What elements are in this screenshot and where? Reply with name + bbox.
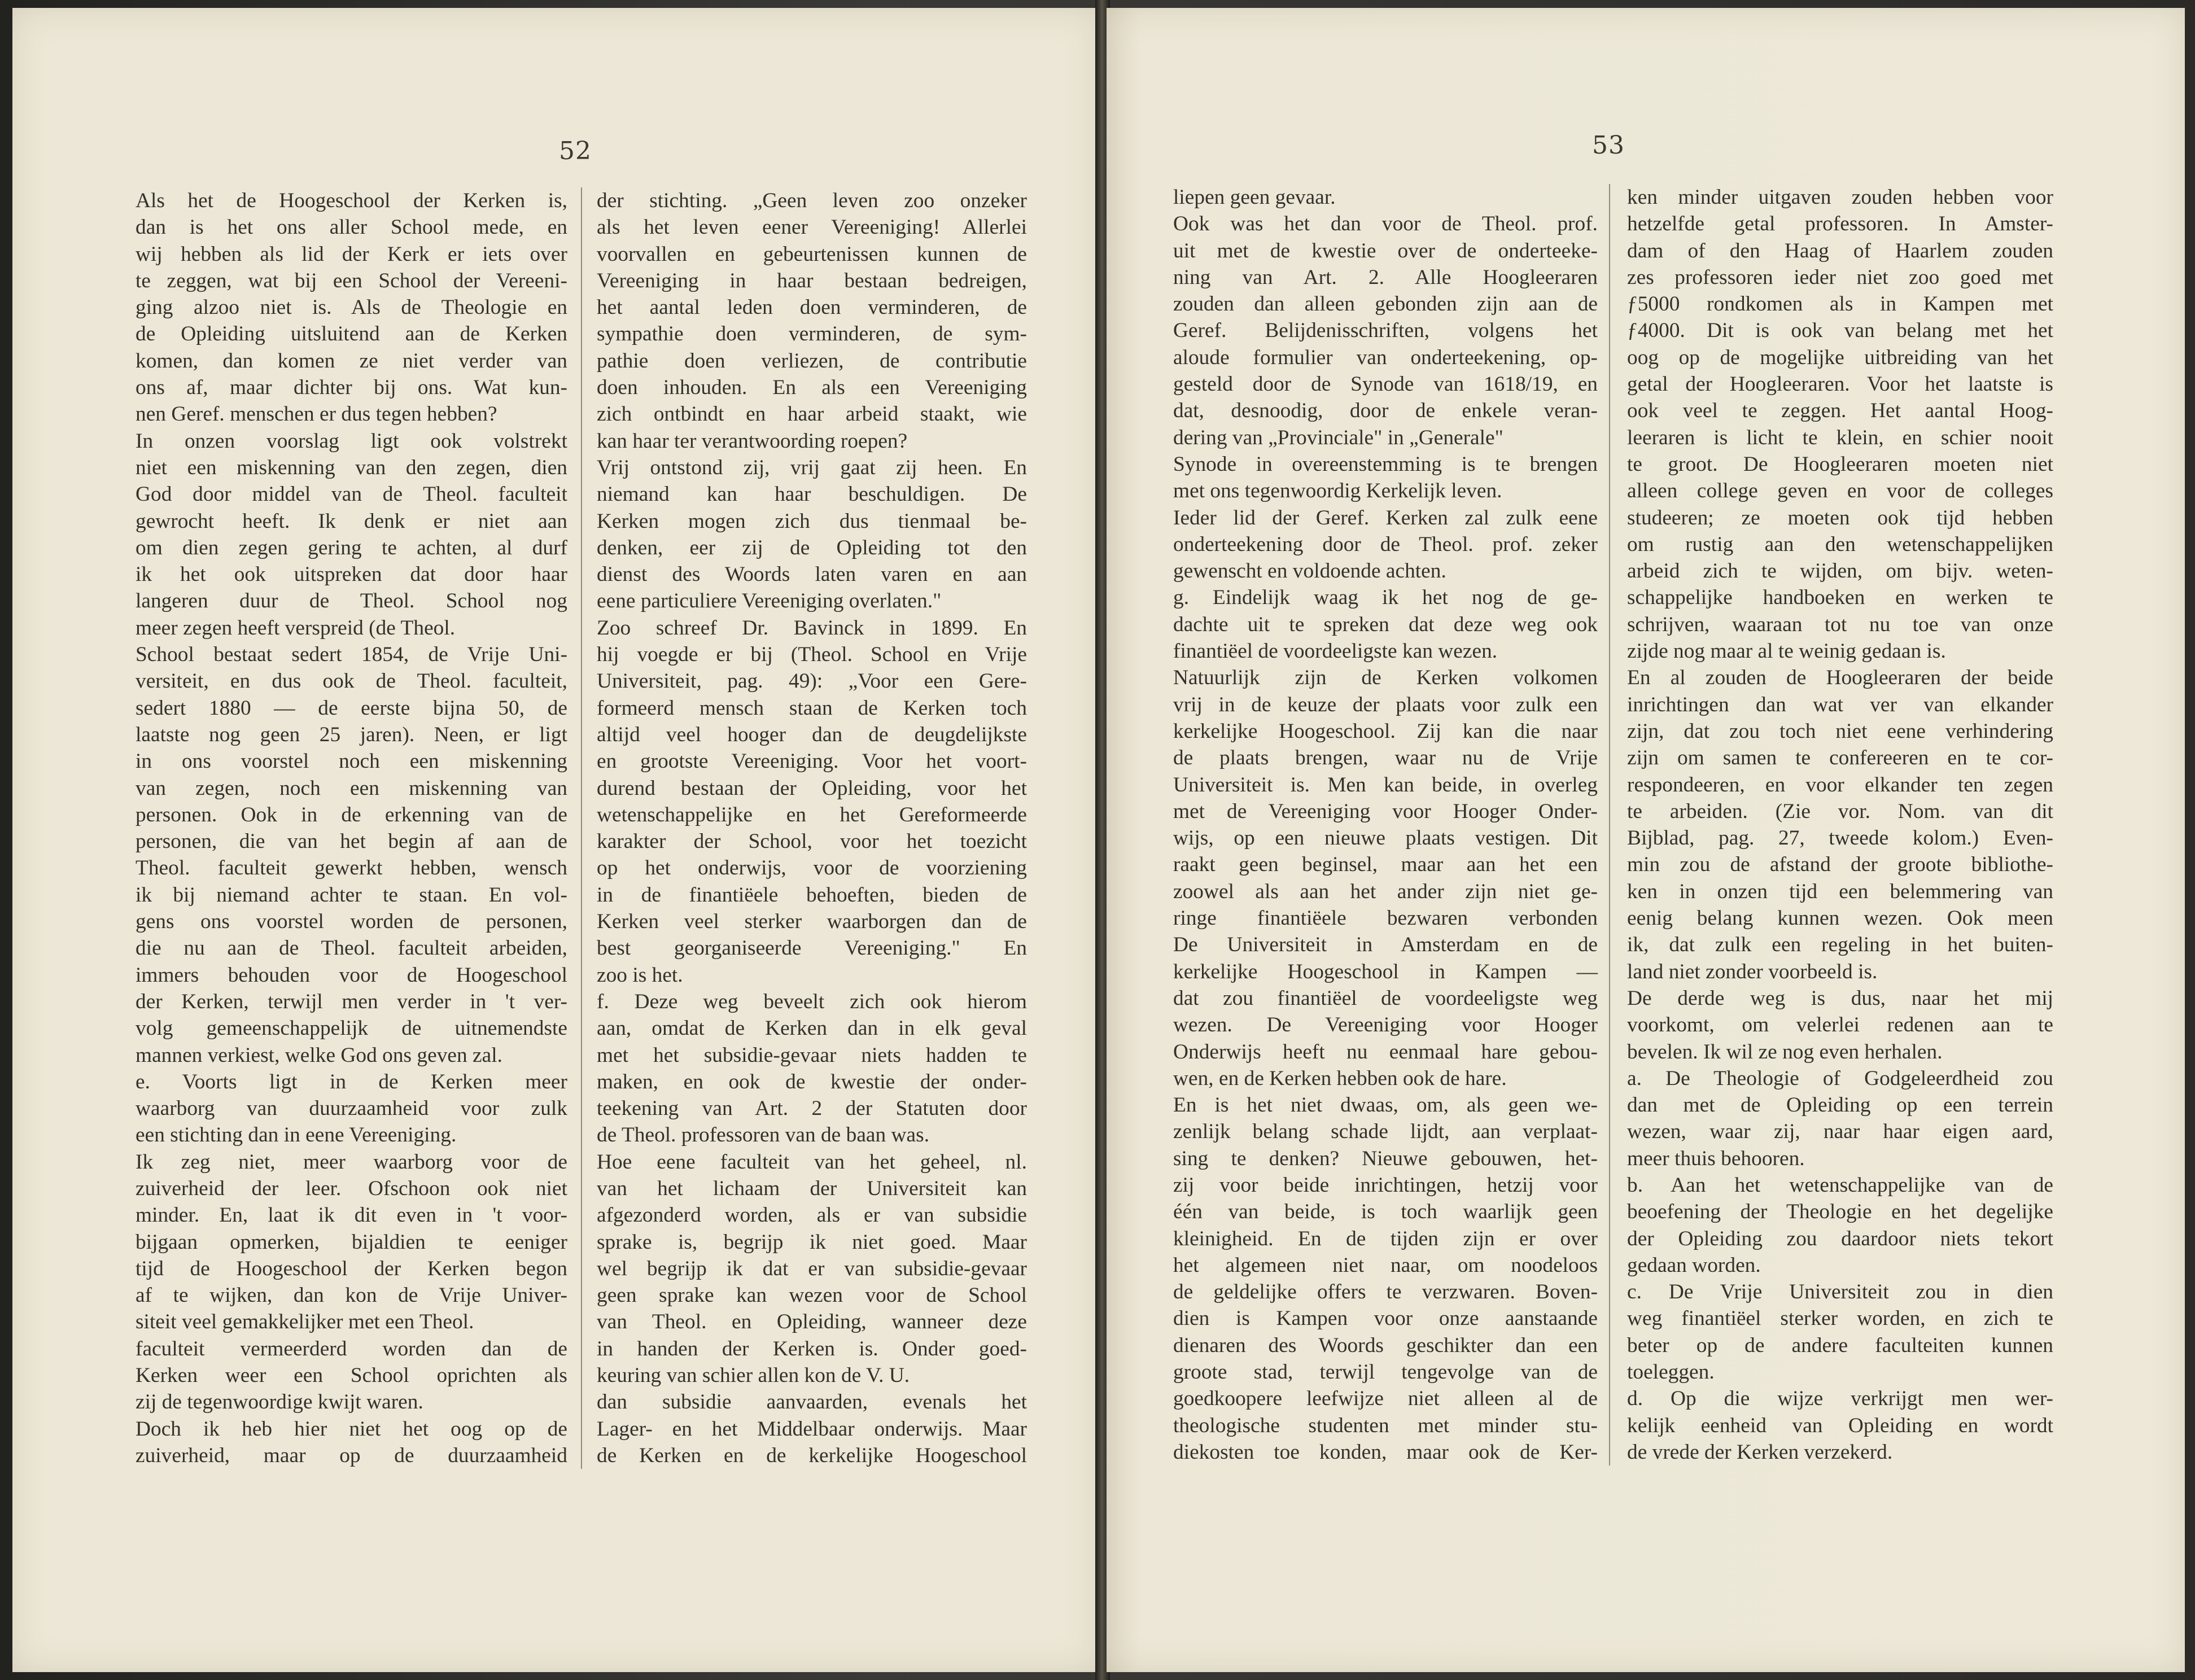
text-line: finantiëel de voordeeligste kan wezen. [1173, 640, 1498, 663]
text-line: e. Voorts ligt in de Kerken meer [135, 1070, 567, 1093]
text-line: Kerken weer een School oprichten als [135, 1364, 567, 1388]
column-rule-left [581, 187, 582, 1469]
text-line: de geldelijke offers te verzwaren. Boven- [1173, 1280, 1598, 1304]
text-line: nen Geref. menschen er dus tegen hebben? [135, 403, 497, 426]
text-line: schrijven, waaraan tot nu toe van onze [1627, 613, 2053, 636]
text-line: land niet zonder voorbeeld is. [1627, 960, 1878, 983]
text-line: ƒ5000 rondkomen als in Kampen met [1627, 292, 2053, 316]
right-page [1107, 8, 2185, 1672]
text-line: dienst des Woords laten varen en aan [597, 563, 1027, 587]
text-line: gewenscht en voldoende achten. [1173, 559, 1446, 583]
text-line: best georganiseerde Vereeniging." En [597, 937, 1027, 960]
text-line: zijde nog maar al te weinig gedaan is. [1627, 640, 1946, 663]
text-line: respondeeren, en voor elkander ten zegen [1627, 773, 2053, 797]
text-line: pathie doen verliezen, de contributie [597, 349, 1027, 373]
text-line: de plaats brengen, waar nu de Vrije [1173, 746, 1598, 770]
text-line: kan haar ter verantwoording roepen? [597, 429, 908, 453]
text-line: dat zou finantiëel de voordeeligste weg [1173, 986, 1598, 1010]
text-line: laatste nog geen 25 jaren). Neen, er ligt [135, 723, 567, 746]
column-rule-right [1609, 184, 1610, 1465]
text-line: sympathie doen verminderen, de sym- [597, 322, 1027, 346]
text-line: studeeren; ze moeten ook tijd hebben [1627, 506, 2053, 530]
text-line: bevelen. Ik wil ze nog even herhalen. [1627, 1040, 1943, 1064]
text-line: niet een miskenning van den zegen, dien [135, 456, 567, 479]
page-number-right: 53 [1592, 131, 1625, 160]
right-page-column-1 [1173, 184, 1598, 1465]
text-line: kleinigheid. En de tijden zijn er over [1173, 1227, 1598, 1250]
text-line: getal der Hoogleeraren. Voor het laatste is [1627, 373, 2053, 396]
text-line: Zoo schreef Dr. Bavinck in 1899. En [597, 616, 1027, 640]
text-line: tijd de Hoogeschool der Kerken begon [135, 1257, 567, 1280]
text-line: van Theol. en Opleiding, wanneer deze [597, 1310, 1027, 1334]
text-line: van zegen, noch een miskenning van [135, 776, 567, 800]
text-line: der Kerken, terwijl men verder in 't ver- [135, 990, 567, 1013]
text-line: die nu aan de Theol. faculteit arbeiden, [135, 937, 567, 960]
text-line: van het lichaam der Universiteit kan [597, 1176, 1027, 1200]
text-line: de Kerken en de kerkelijke Hoogeschool [597, 1443, 1027, 1467]
text-line: het algemeen niet naar, om noodeloos [1173, 1253, 1598, 1277]
text-line: Vrij ontstond zij, vrij gaat zij heen. En [597, 456, 1027, 479]
text-line: In onzen voorslag ligt ook volstrekt [135, 429, 567, 453]
text-line: wijs, op een nieuwe plaats vestigen. Dit [1173, 826, 1598, 850]
text-line: hij voegde er bij (Theol. School en Vrije [597, 643, 1027, 667]
text-line: wij hebben als lid der Kerk er iets over [135, 242, 567, 266]
text-line: uit met de kwestie over de onderteeke- [1173, 239, 1598, 262]
text-line: aan, omdat de Kerken dan in elk geval [597, 1017, 1027, 1040]
text-line: zich ontbindt en haar arbeid staakt, wie [597, 403, 1027, 426]
text-line: God door middel van de Theol. faculteit [135, 483, 567, 506]
text-line: voorvallen en gebeurtenissen kunnen de [597, 242, 1027, 266]
text-line: zij de tegenwoordige kwijt waren. [135, 1390, 423, 1414]
text-line: min zou de afstand der groote bibliothe- [1627, 853, 2053, 877]
text-line: faculteit vermeerderd worden dan de [135, 1337, 567, 1360]
text-line: durend bestaan der Opleiding, voor het [597, 776, 1027, 800]
text-line: dan met de Opleiding op een terrein [1627, 1093, 2053, 1117]
left-page [12, 8, 1100, 1672]
text-line: Als het de Hoogeschool der Kerken is, [135, 189, 567, 212]
text-line: minder. En, laat ik dit even in 't voor- [135, 1204, 567, 1227]
text-line: om dien zegen gering te achten, al durf [135, 536, 567, 559]
text-line: oog op de mogelijke uitbreiding van het [1627, 345, 2053, 369]
text-line: te arbeiden. (Zie vor. Nom. van dit [1627, 799, 2053, 823]
text-line: Kerken veel sterker waarborgen dan de [597, 910, 1027, 934]
text-line: en grootste Vereeniging. Voor het voort- [597, 750, 1027, 773]
text-line: doen inhouden. En als een Vereeniging [597, 376, 1027, 400]
text-line: keuring van schier allen kon de V. U. [597, 1364, 910, 1388]
text-line: der Opleiding zou daardoor niets tekort [1627, 1227, 2053, 1250]
text-line: En al zouden de Hoogleeraren der beide [1627, 666, 2053, 690]
text-line: altijd veel hooger dan de deugdelijkste [597, 723, 1027, 746]
text-line: Vereeniging in haar bestaan bedreigen, [597, 269, 1027, 292]
text-line: een stichting dan in eene Vereeniging. [135, 1123, 457, 1147]
text-line: ken in onzen tijd een belemmering van [1627, 880, 2053, 903]
text-line: De Universiteit in Amsterdam en de [1173, 933, 1598, 957]
text-line: dienaren des Woords geschikter dan een [1173, 1333, 1598, 1357]
text-line: Theol. faculteit gewerkt hebben, wensch [135, 856, 567, 880]
text-line: kelijk eenheid van Opleiding en wordt [1627, 1414, 2053, 1437]
text-line: formeerd mensch staan de Kerken toch [597, 696, 1027, 720]
text-line: meer zegen heeft verspreid (de Theol. [135, 616, 456, 640]
text-line: Synode in overeenstemming is te brengen [1173, 452, 1598, 476]
text-line: zij voor beide inrichtingen, hetzij voor [1173, 1173, 1598, 1197]
text-line: b. Aan het wetenschappelijke van de [1627, 1173, 2053, 1197]
text-line: te groot. De Hoogleeraren moeten niet [1627, 452, 2053, 476]
text-line: geen sprake kan wezen voor de School [597, 1284, 1027, 1307]
text-line: mannen verkiest, welke God ons geven zal. [135, 1043, 502, 1067]
text-line: te zeggen, wat bij een School der Vereeni- [135, 269, 567, 292]
text-line: onderteekening door de Theol. prof. zeker [1173, 532, 1598, 556]
text-line: diekosten toe konden, maar ook de Ker- [1173, 1440, 1598, 1464]
text-line: denken, eer zij de Opleiding tot den [597, 536, 1027, 559]
text-line: alleen college geven en voor de colleges [1627, 479, 2053, 503]
text-line: zouden dan alleen gebonden zijn aan de [1173, 292, 1598, 316]
text-line: eene particuliere Vereeniging overlaten." [597, 589, 942, 613]
text-line: zoo is het. [597, 963, 683, 987]
text-line: wezen. De Vereeniging voor Hooger [1173, 1013, 1598, 1037]
text-line: liepen geen gevaar. [1173, 186, 1336, 209]
text-line: inrichtingen dan wat ver van elkander [1627, 693, 2053, 716]
text-line: bijgaan opmerken, bijaldien te eeniger [135, 1230, 567, 1254]
text-line: theologische studenten met minder stu- [1173, 1414, 1598, 1437]
text-line: personen. Ook in de erkenning van de [135, 803, 567, 826]
text-line: Onderwijs heeft nu eenmaal hare gebou- [1173, 1040, 1598, 1064]
text-line: het aantal leden doen verminderen, de [597, 296, 1027, 320]
text-line: wel begrijp ik dat er van subsidie-gevaar [597, 1257, 1027, 1280]
page-number-left: 52 [559, 137, 592, 165]
text-line: dam of den Haag of Haarlem zouden [1627, 239, 2053, 262]
text-line: Ieder lid der Geref. Kerken zal zulk eene [1173, 506, 1598, 530]
text-line: zuiverheid, maar op de duurzaamheid [135, 1443, 567, 1467]
text-line: dan subsidie aanvaarden, evenals het [597, 1390, 1027, 1414]
text-line: zuiverheid der leer. Ofschoon ook niet [135, 1176, 567, 1200]
text-line: Bijblad, pag. 27, tweede kolom.) Even- [1627, 826, 2053, 850]
text-line: dat, desnoodig, door de enkele veran- [1173, 399, 1598, 423]
text-line: gens ons voorstel worden de personen, [135, 910, 567, 934]
text-line: teekening van Art. 2 der Statuten door [597, 1097, 1027, 1121]
text-line: groote stad, terwijl tengevolge van de [1173, 1360, 1598, 1384]
text-line: siteit veel gemakkelijker met een Theol. [135, 1310, 474, 1334]
text-line: voorkomt, om velerlei redenen aan te [1627, 1013, 2053, 1037]
text-line: beter op de andere faculteiten kunnen [1627, 1333, 2053, 1357]
text-line: gedaan worden. [1627, 1253, 1761, 1277]
text-line: gesteld door de Synode van 1618/19, en [1173, 373, 1598, 396]
text-line: ringe finantiëele bezwaren verbonden [1173, 907, 1598, 930]
text-line: c. De Vrije Universiteit zou in dien [1627, 1280, 2053, 1304]
text-line: Ook was het dan voor de Theol. prof. [1173, 212, 1598, 236]
text-line: kerkelijke Hoogeschool. Zij kan die naar [1173, 719, 1598, 743]
text-line: Ik zeg niet, meer waarborg voor de [135, 1150, 567, 1174]
text-line: langeren duur de Theol. School nog [135, 589, 567, 613]
text-line: zijn om samen te confereeren en te cor- [1627, 746, 2053, 770]
text-line: School bestaat sedert 1854, de Vrije Uni- [135, 643, 567, 667]
text-line: één van beide, is toch waarlijk geen [1173, 1200, 1598, 1224]
text-line: ging alzoo niet is. Als de Theologie en [135, 296, 567, 320]
text-line: toeleggen. [1627, 1360, 1715, 1384]
text-line: gewrocht heeft. Ik denk er niet aan [135, 509, 567, 533]
text-line: in ons voorstel noch een miskenning [135, 750, 567, 773]
text-line: Natuurlijk zijn de Kerken volkomen [1173, 666, 1598, 690]
text-line: ken minder uitgaven zouden hebben voor [1627, 186, 2053, 209]
text-line: niemand kan haar beschuldigen. De [597, 483, 1027, 506]
text-line: meer thuis behooren. [1627, 1147, 1805, 1170]
text-line: a. De Theologie of Godgeleerdheid zou [1627, 1066, 2053, 1090]
text-line: personen, die van het begin af aan de [135, 830, 567, 854]
text-line: de Theol. professoren van de baan was. [597, 1123, 930, 1147]
text-line: zes professoren ieder niet zoo goed met [1627, 265, 2053, 289]
text-line: immers behouden voor de Hoogeschool [135, 963, 567, 987]
text-line: Universiteit, pag. 49): „Voor een Gere- [597, 670, 1027, 693]
text-line: als het leven eener Vereeniging! Allerlei [597, 216, 1027, 239]
text-line: f. Deze weg beveelt zich ook hierom [597, 990, 1027, 1013]
text-line: aloude formulier van onderteekening, op- [1173, 345, 1598, 369]
text-line: afgezonderd worden, als er van subsidie [597, 1204, 1027, 1227]
text-line: Hoe eene faculteit van het geheel, nl. [597, 1150, 1027, 1174]
text-line: in handen der Kerken is. Onder goed- [597, 1337, 1027, 1360]
text-line: met het subsidie-gevaar niets hadden te [597, 1043, 1027, 1067]
text-line: waarborg van duurzaamheid voor zulk [135, 1097, 567, 1121]
text-line: raakt geen beginsel, maar aan het een [1173, 853, 1598, 877]
text-line: arbeid zich te wijden, om bijv. weten- [1627, 559, 2053, 583]
text-line: om rustig aan den wetenschappelijken [1627, 532, 2053, 556]
text-line: d. Op die wijze verkrijgt men wer- [1627, 1387, 2053, 1411]
text-line: versiteit, en dus ook de Theol. faculteit, [135, 670, 567, 693]
text-line: Lager- en het Middelbaar onderwijs. Maar [597, 1417, 1027, 1441]
text-line: eenig belang kunnen wezen. Ook meen [1627, 907, 2053, 930]
text-line: wezen, waar zij, naar haar eigen aard, [1627, 1120, 2053, 1144]
text-line: dachte uit te spreken dat deze weg ook [1173, 613, 1598, 636]
text-line: maken, en ook de kwestie der onder- [597, 1070, 1027, 1093]
text-line: leeraren is licht te klein, en schier nooit [1627, 426, 2053, 449]
text-line: En is het niet dwaas, om, als geen we- [1173, 1093, 1598, 1117]
text-line: wetenschappelijke en het Gereformeerde [597, 803, 1027, 826]
text-line: volg gemeenschappelijk de uitnemendste [135, 1017, 567, 1040]
text-line: ning van Art. 2. Alle Hoogleeraren [1173, 265, 1598, 289]
text-line: de Opleiding uitsluitend aan de Kerken [135, 322, 567, 346]
text-line: ook veel te zeggen. Het aantal Hoog- [1627, 399, 2053, 423]
text-line: schappelijke handboeken en werken te [1627, 586, 2053, 610]
text-line: in de finantiëele behoeften, bieden de [597, 883, 1027, 907]
text-line: g. Eindelijk waag ik het nog de ge- [1173, 586, 1598, 610]
text-line: zoowel als aan het ander zijn niet ge- [1173, 880, 1598, 903]
text-line: zijn, dat zou toch niet eene verhindering [1627, 719, 2053, 743]
text-line: met ons tegenwoordig Kerkelijk leven. [1173, 479, 1502, 503]
text-line: sing te denken? Nieuwe gebouwen, het- [1173, 1147, 1598, 1170]
text-line: Universiteit is. Men kan beide, in overleg [1173, 773, 1598, 797]
text-line: Kerken mogen zich dus tienmaal be- [597, 509, 1027, 533]
text-line: wen, en de Kerken hebben ook de hare. [1173, 1066, 1507, 1090]
text-line: dering van „Provinciale" in „Generale" [1173, 426, 1503, 449]
text-line: ik het ook uitspreken dat door haar [135, 563, 567, 587]
text-line: sedert 1880 — de eerste bijna 50, de [135, 696, 567, 720]
text-line: dan is het ons aller School mede, en [135, 216, 567, 239]
text-line: ons af, maar dichter bij ons. Wat kun- [135, 376, 567, 400]
right-page-column-2 [1627, 184, 2053, 1465]
text-line: der stichting. „Geen leven zoo onzeker [597, 189, 1027, 212]
text-line: ƒ4000. Dit is ook van belang met het [1627, 319, 2053, 343]
text-line: vrij in de keuze der plaats voor zulk een [1173, 693, 1598, 716]
text-line: met de Vereeniging voor Hooger Onder- [1173, 799, 1598, 823]
text-line: komen, dan komen ze niet verder van [135, 349, 567, 373]
text-line: op het onderwijs, voor de voorziening [597, 856, 1027, 880]
text-line: dien is Kampen voor onze aanstaande [1173, 1307, 1598, 1331]
text-line: hetzelfde getal professoren. In Amster- [1627, 212, 2053, 236]
text-line: zenlijk belang schade lijdt, aan verplaat- [1173, 1120, 1598, 1144]
text-line: weg finantiëel sterker worden, en zich te [1627, 1307, 2053, 1331]
text-line: Doch ik heb hier niet het oog op de [135, 1417, 567, 1441]
text-line: ik bij niemand achter te staan. En vol- [135, 883, 567, 907]
text-line: ik, dat zulk een regeling in het buiten- [1627, 933, 2053, 957]
text-line: beoefening der Theologie en het degelijke [1627, 1200, 2053, 1224]
text-line: karakter der School, voor het toezicht [597, 830, 1027, 854]
text-line: sprake is, begrijp ik niet goed. Maar [597, 1230, 1027, 1254]
text-line: Geref. Belijdenisschriften, volgens het [1173, 319, 1598, 343]
left-page-column-2 [597, 187, 1027, 1469]
text-line: kerkelijke Hoogeschool in Kampen — [1173, 960, 1598, 983]
text-line: De derde weg is dus, naar het mij [1627, 986, 2053, 1010]
text-line: de vrede der Kerken verzekerd. [1627, 1440, 1893, 1464]
left-page-column-1 [135, 187, 567, 1469]
text-line: goedkoopere leefwijze niet alleen al de [1173, 1387, 1598, 1411]
text-line: af te wijken, dan kon de Vrije Univer- [135, 1284, 567, 1307]
